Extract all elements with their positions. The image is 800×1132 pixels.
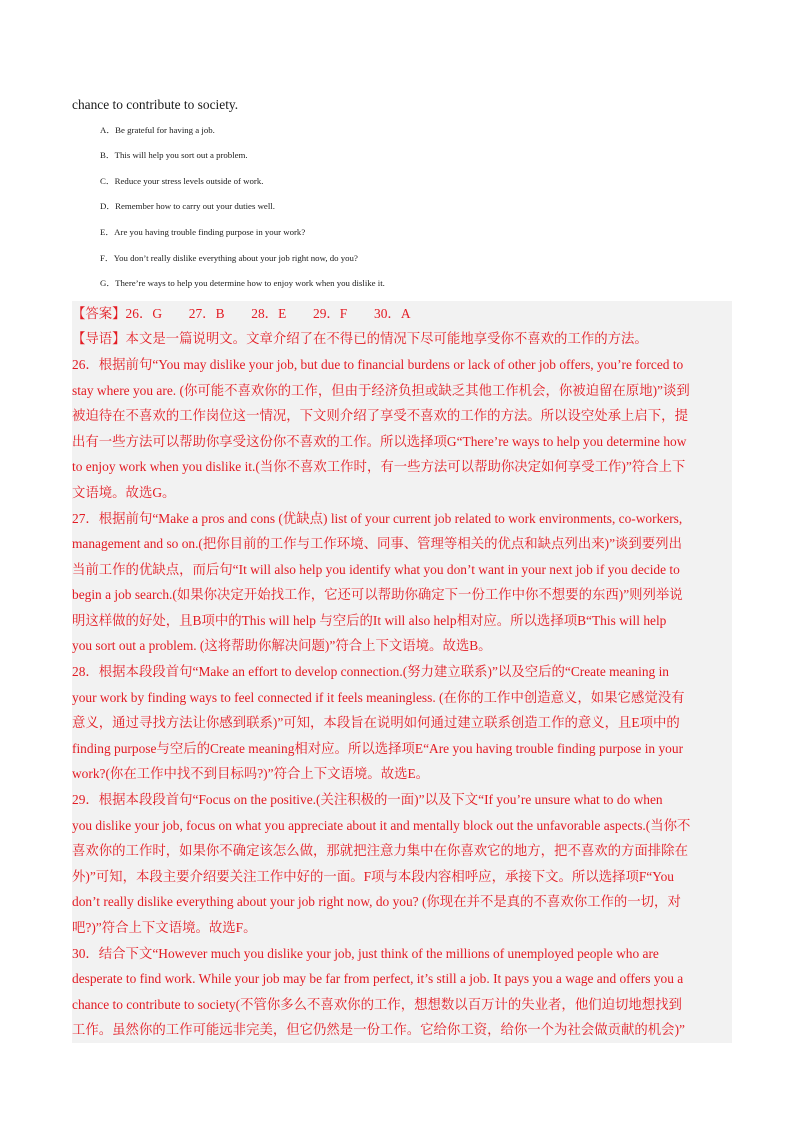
explanation-line: 意义，通过寻找方法让你感到联系)”可知，本段旨在说明如何通过建立联系创造工作的意义，且E项中的 <box>72 715 680 731</box>
option-b: B．This will help you sort out a problem. <box>100 150 248 161</box>
options-list <box>72 118 732 297</box>
option-e: E．Are you having trouble finding purpose in your work? <box>100 226 306 237</box>
option-c: C．Reduce your stress levels outside of work. <box>100 175 264 186</box>
option-d: D．Remember how to carry out your duties well. <box>100 201 275 212</box>
option-g: G．There’re ways to help you determine how to enjoy work when you dislike it. <box>100 278 385 289</box>
explanation-line: 吧?)”符合上下文语境。故选F。 <box>72 920 257 935</box>
explanation-line: chance to contribute to society(不管你多么不喜欢你的工作，想想数以百万计的失业者，他们迫切地想找到 <box>72 996 682 1012</box>
explanation-line: finding purpose与空后的Create meaning相对应。所以选择项E“Are you having trouble finding purpose in your <box>72 740 684 756</box>
guide-summary: 【导语】本文是一篇说明文。文章介绍了在不得已的情况下尽可能地享受你不喜欢的工作的方法。 <box>72 331 648 347</box>
explanation-line: work?(你在工作中找不到目标吗?)”符合上下文语境。故选E。 <box>72 766 430 782</box>
explanation-line: 明这样做的好处，且B项中的This will help 与空后的It will also help相对应。所以选择项B“This will help <box>72 612 667 628</box>
explanation-line: 28．根据本段段首句“Make an effort to develop connection.(努力建立联系)”以及空后的“Create meaning in <box>72 664 669 680</box>
explanation-line: 26．根据前句“You may dislike your job, but due to financial burdens or lack of other job offers, you’re forced to <box>72 356 684 372</box>
explanation-line: 工作。虽然你的工作可能远非完美，但它仍然是一份工作。它给你工资，给你一个为社会做贡献的机会)” <box>72 1022 685 1038</box>
explanation-line: 文语境。故选G。 <box>72 484 176 500</box>
answer-key: 【答案】26．G 27．B 28．E 29．F 30．A <box>72 305 411 321</box>
document-page <box>72 92 732 1043</box>
explanation-line: begin a job search.(如果你决定开始找工作，它还可以帮助你确定下一份工作中你不想要的东西)”则列举说 <box>72 587 683 603</box>
explanation-line: 喜欢你的工作时，如果你不确定该怎么做，那就把注意力集中在你喜欢它的地方，把不喜欢的方面排除在 <box>72 843 688 859</box>
option-f: F．You don’t really dislike everything about your job right now, do you? <box>100 252 358 263</box>
explanation-line: 27．根据前句“Make a pros and cons (优缺点) list of your current job related to work environments, co-workers, <box>72 510 683 526</box>
explanation-line: 被迫待在不喜欢的工作岗位这一情况，下文则介绍了享受不喜欢的工作的方法。所以设空处承上启下，提 <box>72 408 688 424</box>
explanation-line: desperate to find work. While your job may be far from perfect, it’s still a job. It pays you a wage and offers you a <box>72 971 684 987</box>
explanation-line: don’t really dislike everything about your job right now, do you? (你现在并不是真的不喜欢你工作的一切，对 <box>72 894 681 910</box>
explanation-line: 出有一些方法可以帮助你享受这份你不喜欢的工作。所以选择项G“There’re ways to help you determine how <box>72 433 687 449</box>
explanation-line: management and so on.(把你目前的工作与工作环境、同事、管理等相关的优点和缺点列出来)”谈到要列出 <box>72 536 682 552</box>
explanation-line: 外)”可知，本段主要介绍要关注工作中好的一面。F项与本段内容相呼应，承接下文。所以选择项F“You <box>72 868 674 884</box>
explanation-line: you dislike your job, focus on what you appreciate about it and mentally block out the unfavorable aspects.(当你不 <box>72 817 691 833</box>
answer-explanation <box>72 301 732 1043</box>
explanation-line: stay where you are. (你可能不喜欢你的工作，但由于经济负担或缺乏其他工作机会，你被迫留在原地)”谈到 <box>72 382 690 398</box>
explanation-line: you sort out a problem. (这将帮助你解决问题)”符合上下文语境。故选B。 <box>72 638 492 654</box>
explanation-line: your work by finding ways to feel connected if it feels meaningless. (在你的工作中创造意义，如果它感觉没有 <box>72 689 685 705</box>
passage-tail: chance to contribute to society. <box>72 97 239 112</box>
explanation-line: 当前工作的优缺点，而后句“It will also help you identify what you don’t want in your next job if you decide to <box>72 561 680 577</box>
option-a: A．Be grateful for having a job. <box>100 124 215 135</box>
explanation-line: 29．根据本段段首句“Focus on the positive.(关注积极的一面)”以及下文“If you’re unsure what to do when <box>72 792 663 808</box>
explanation-line: 30．结合下文“However much you dislike your job, just think of the millions of unemployed people who are <box>72 945 659 961</box>
explanation-line: to enjoy work when you dislike it.(当你不喜欢工作时，有一些方法可以帮助你决定如何享受工作)”符合上下 <box>72 459 686 475</box>
